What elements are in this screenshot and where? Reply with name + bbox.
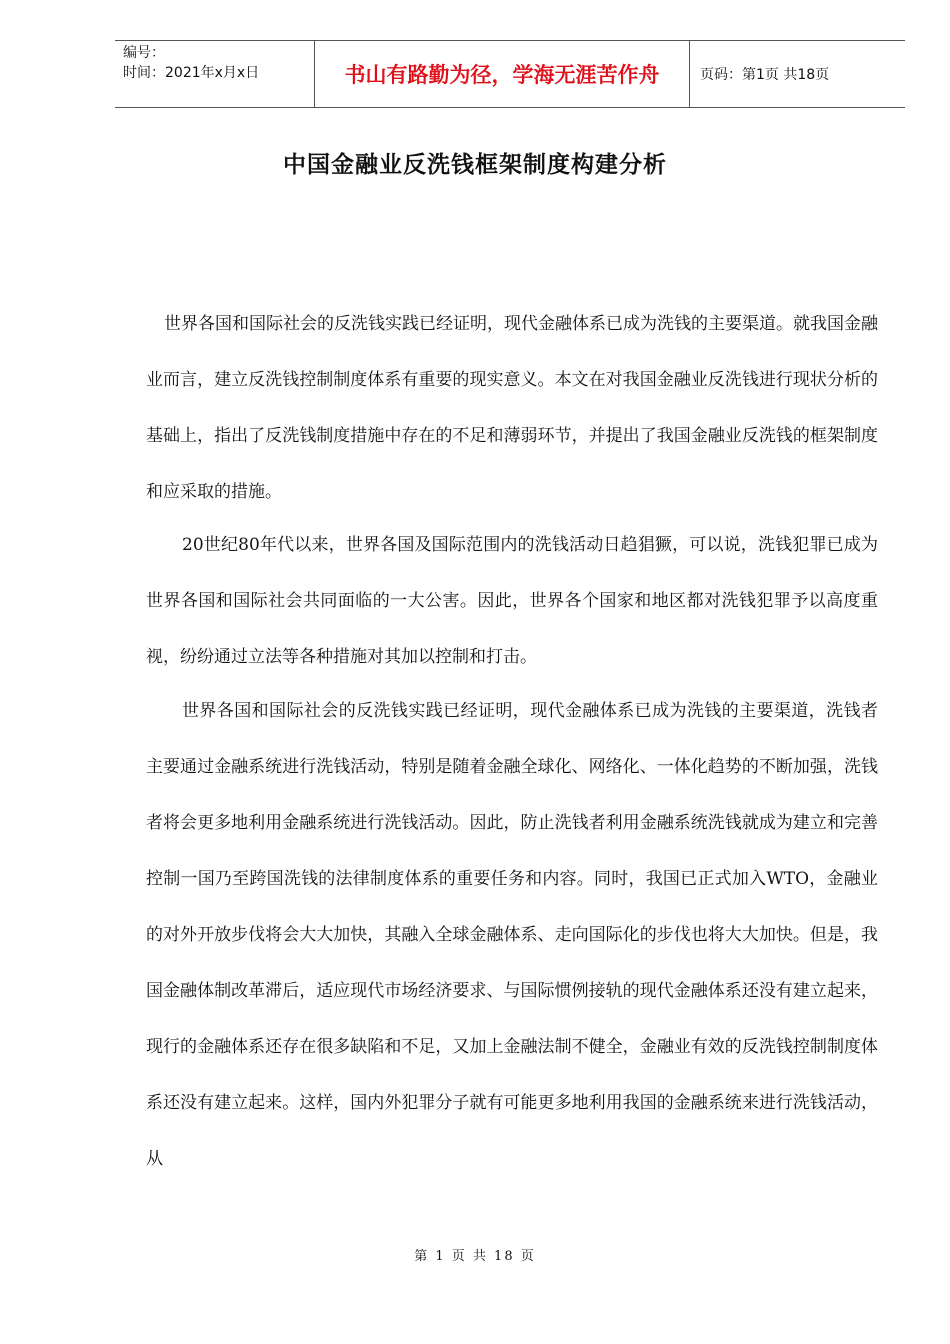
number-label: 编号：	[123, 45, 165, 61]
page-footer: 第 1 页 共 18 页	[414, 1249, 536, 1264]
page-header	[115, 40, 905, 108]
document-title: 中国金融业反洗钱框架制度构建分析	[283, 152, 667, 178]
header-page-info: 页码：第1页 共18页	[700, 67, 830, 83]
header-meta	[115, 41, 315, 107]
paragraph-2: 20世纪80年代以来，世界各国及国际范围内的洗钱活动日趋猖獗，可以说，洗钱犯罪已成为世界各国和国际社会共同面临的一大公害。因此，世界各个国家和地区都对洗钱犯罪予以高度重视，纷纷通过立法等各种措施对其加以控制和打击。	[146, 535, 878, 667]
time-label: 时间：2021年x月x日	[123, 65, 260, 81]
paragraph-1: 世界各国和国际社会的反洗钱实践已经证明，现代金融体系已成为洗钱的主要渠道。就我国金融业而言，建立反洗钱控制制度体系有重要的现实意义。本文在对我国金融业反洗钱进行现状分析的基础上，指出了反洗钱制度措施中存在的不足和薄弱环节，并提出了我国金融业反洗钱的框架制度和应采取的措施。	[146, 314, 878, 502]
header-motto: 书山有路勤为径，学海无涯苦作舟	[315, 41, 690, 107]
paragraph-3: 世界各国和国际社会的反洗钱实践已经证明，现代金融体系已成为洗钱的主要渠道，洗钱者主要通过金融系统进行洗钱活动，特别是随着金融全球化、网络化、一体化趋势的不断加强，洗钱者将会更多地利用金融系统进行洗钱活动。因此，防止洗钱者利用金融系统洗钱就成为建立和完善控制一国乃至跨国洗钱的法律制度体系的重要任务和内容。同时，我国已正式加入WTO，金融业的对外开放步伐将会大大加快，其融入全球金融体系、走向国际化的步伐也将大大加快。但是，我国金融体制改革滞后，适应现代市场经济要求、与国际惯例接轨的现代金融体系还没有建立起来，现行的金融体系还存在很多缺陷和不足，又加上金融法制不健全，金融业有效的反洗钱控制制度体系还没有建立起来。这样，国内外犯罪分子就有可能更多地利用我国的金融系统来进行洗钱活动，从	[146, 701, 878, 1169]
